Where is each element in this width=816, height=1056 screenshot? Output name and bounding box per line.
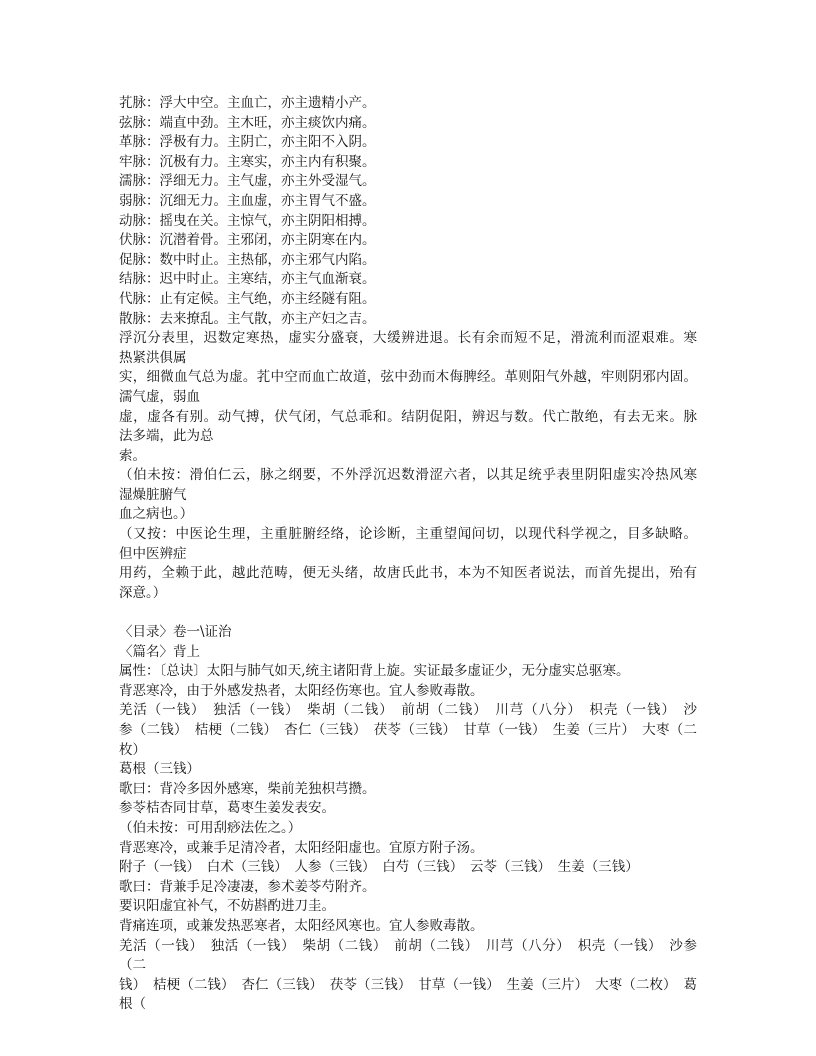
- section-back-upper: [119, 623, 697, 1015]
- verse-line: 要识阳虚宜补气，不妨斟酌进刀圭。: [119, 898, 335, 915]
- pulse-list: [119, 94, 697, 329]
- summary-line: 法多端，此为总: [119, 428, 214, 445]
- note-line: 血之病也。）: [119, 506, 194, 523]
- pulse-line: 牢脉：沉极有力。主寒实，亦主内有积聚。: [119, 153, 376, 170]
- summary-line: 索。: [119, 447, 146, 464]
- prescription-line: 羌活（一钱） 独活（一钱） 柴胡（二钱） 前胡（二钱） 川芎（八分） 枳壳（一钱） 沙参: [119, 937, 697, 954]
- pulse-line: 散脉：去来撩乱。主气散，亦主产妇之吉。: [119, 310, 376, 327]
- pulse-line: 弱脉：沉细无力。主血虚，亦主胃气不盛。: [119, 192, 376, 209]
- summary-line: 虚，虚各有别。动气搏，伏气闭，气总乖和。结阴促阳，辨迟与数。代亡散绝，有去无来。脉: [119, 408, 697, 425]
- prescription-line: 参（二钱） 桔梗（二钱） 杏仁（三钱） 茯苓（三钱） 甘草（一钱） 生姜（三片） 大枣（二: [119, 722, 697, 738]
- verse-line: 参苓桔杏同甘草，葛枣生姜发表安。: [119, 800, 335, 817]
- summary-line: 热紧洪俱属: [119, 349, 187, 366]
- verse-line: 歌曰：背兼手足冷凄凄，参术姜苓芍附齐。: [119, 878, 376, 895]
- pulse-summary: [119, 329, 697, 603]
- summary-line: 濡气虚，弱血: [119, 388, 200, 405]
- prescription-line: 羌活（一钱） 独活（一钱） 柴胡（二钱） 前胡（二钱） 川芎（八分） 枳壳（一钱） 沙: [119, 702, 697, 719]
- pulse-line: 代脉：止有定候。主气绝，亦主经隧有阻。: [119, 290, 376, 307]
- pulse-line: 动脉：摇曳在关。主惊气，亦主阴阳相搏。: [119, 212, 376, 229]
- prescription-line: 钱） 桔梗（二钱） 杏仁（三钱） 茯苓（三钱） 甘草（一钱） 生姜（三片） 大枣（二枚） 葛: [119, 976, 697, 993]
- attribute-line: 属性：〔总诀〕太阳与肺气如天,统主诸阳背上旋。实证最多虚证少，无分虚实总驱寒。: [119, 663, 630, 680]
- pulse-line: 濡脉：浮细无力。主气虚，亦主外受湿气。: [119, 173, 376, 190]
- condition-line: 背痛连项，或兼发热恶寒者，太阳经风寒也。宜人参败毒散。: [119, 917, 484, 934]
- condition-line: 背恶寒冷，由于外感发热者，太阳经伤寒也。宜人参败毒散。: [119, 682, 484, 699]
- note-line: （又按：中医论生理，主重脏腑经络，论诊断，主重望闻问切，以现代科学视之，目多缺略。: [119, 526, 697, 543]
- note-line: 但中医辨症: [119, 545, 187, 562]
- summary-line: 浮沉分表里，迟数定寒热，虚实分盛衰，大缓辨进退。长有余而短不足，滑流利而涩艰难。寒: [119, 330, 697, 347]
- pulse-line: 结脉：迟中时止。主寒结，亦主气血渐衰。: [119, 271, 376, 288]
- pulse-line: 促脉：数中时止。主热郁，亦主邪气内陷。: [119, 251, 376, 268]
- condition-line: 背恶寒冷，或兼手足清冷者，太阳经阳虚也。宜原方附子汤。: [119, 839, 484, 856]
- paragraph-gap: [119, 603, 697, 623]
- pulse-line: 革脉：浮极有力。主阴亡，亦主阳不入阴。: [119, 134, 376, 151]
- pulse-line: 伏脉：沉潜着骨。主邪闭，亦主阴寒在内。: [119, 232, 376, 249]
- note-line: 深意。）: [119, 584, 167, 601]
- verse-line: 歌曰：背冷多因外感寒，柴前羌独枳芎攒。: [119, 780, 376, 797]
- pulse-line: 芤脉：浮大中空。主血亡，亦主遗精小产。: [119, 95, 376, 111]
- catalog-heading: 〈目录〉卷一\证治: [119, 624, 232, 641]
- pulse-line: 弦脉：端直中劲。主木旺，亦主痰饮内痛。: [119, 114, 376, 131]
- note-line: 用药，全赖于此，越此范畴，便无头绪，故唐氏此书，本为不知医者说法，而首先提出，殆有: [119, 565, 697, 582]
- document-page: [119, 94, 697, 1015]
- prescription-line: 附子（一钱） 白术（三钱） 人参（三钱） 白芍（三钱） 云苓（三钱） 生姜（三钱）: [119, 859, 639, 876]
- note-line: 湿燥脏腑气: [119, 486, 187, 503]
- prescription-line: 根（: [119, 996, 146, 1013]
- prescription-line: 葛根（三钱）: [119, 761, 200, 778]
- chapter-title: 〈篇名〉背上: [119, 643, 200, 660]
- prescription-line: 枚）: [119, 741, 146, 758]
- note-line: （伯未按：滑伯仁云，脉之纲要，不外浮沉迟数滑涩六者，以其足统乎表里阴阳虚实冷热风寒: [119, 467, 697, 484]
- summary-line: 实，细微血气总为虚。芤中空而血亡故道，弦中劲而木侮脾经。革则阳气外越，牢则阴邪内固。: [119, 369, 697, 386]
- note-line: （伯未按：可用刮痧法佐之。）: [119, 819, 302, 836]
- prescription-line: （二: [119, 957, 146, 974]
